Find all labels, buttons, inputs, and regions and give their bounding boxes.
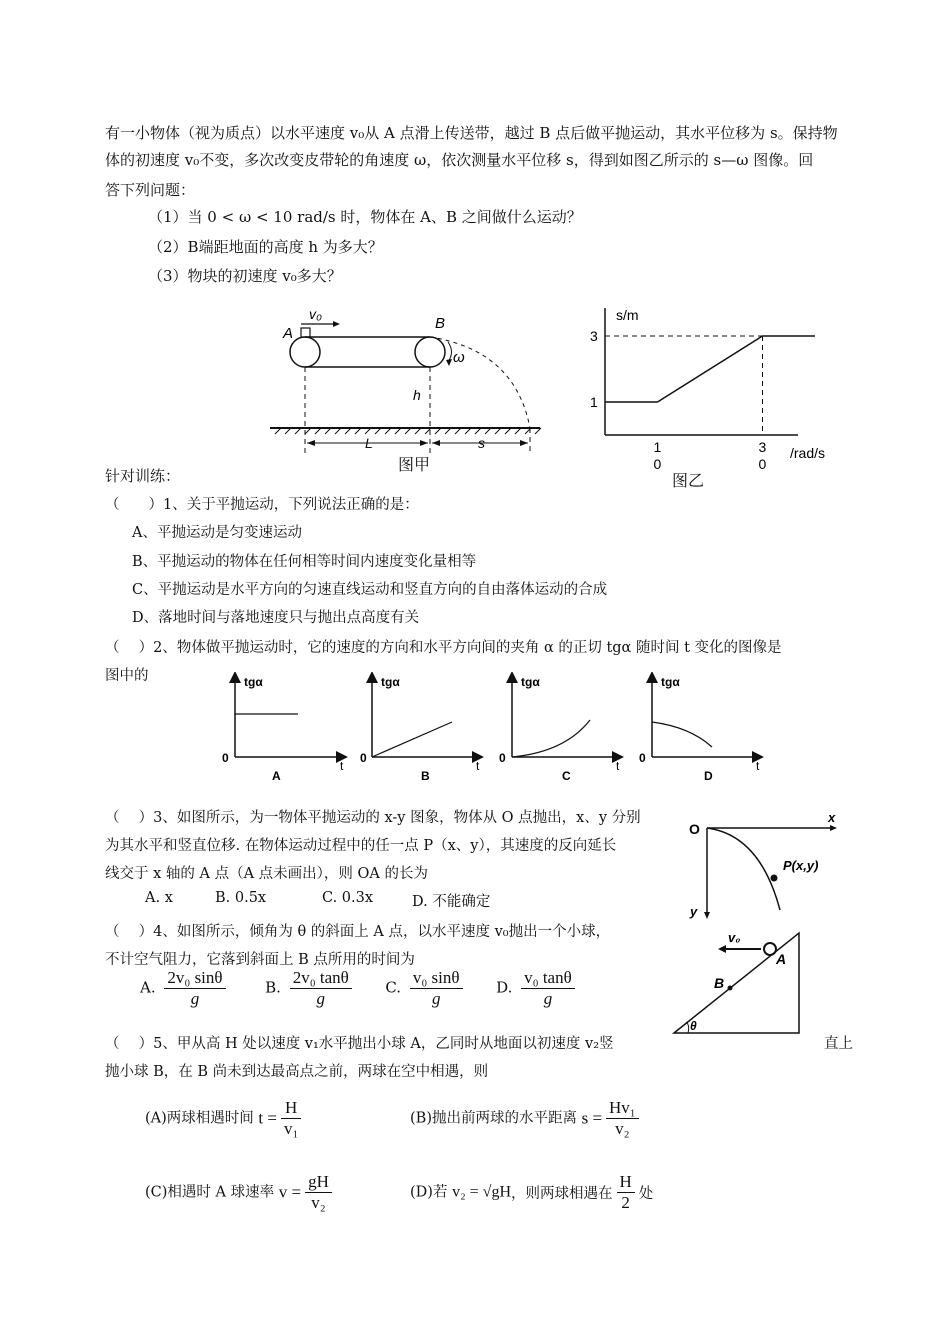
t5-B-text: (B)抛出前两球的水平距离 xyxy=(410,1110,577,1127)
chart-s-omega xyxy=(578,300,838,480)
x-tick-10-bottom: 0 xyxy=(653,456,662,472)
label-A: A xyxy=(283,325,294,342)
t3-line-1: （ ）3、如图所示，为一物体平抛运动的 x-y 图象，物体从 O 点抛出，x、y 分别 xyxy=(105,810,641,826)
t2-graph-D xyxy=(639,675,760,783)
t3-figure xyxy=(680,800,850,922)
label-h: h xyxy=(413,387,421,403)
t2-B-xlabel: t xyxy=(476,759,480,773)
y-tick-3: 3 xyxy=(590,328,598,344)
t2-graphs xyxy=(220,672,780,787)
t4-label-B: B xyxy=(714,975,725,991)
y-axis-label: s/m xyxy=(616,307,639,323)
t1-option-C: C、平抛运动是水平方向的匀速直线运动和竖直方向的自由落体运动的合成 xyxy=(132,582,608,598)
caption-yi: 图乙 xyxy=(672,471,705,490)
t2-B-origin: 0 xyxy=(360,751,367,765)
t2-C-label: C xyxy=(562,769,571,783)
t4-D-num: v₀ tanθ xyxy=(521,968,575,989)
question-1: （1）当 0 < ω < 10 rad/s 时，物体在 A、B 之间做什么运动？ xyxy=(148,208,582,226)
t4-line-2: 不计空气阻力，它落到斜面上 B 点所用的时间为 xyxy=(105,952,415,968)
question-3: （3）物块的初速度 v₀多大？ xyxy=(148,267,342,285)
t5-A-text: (A)两球相遇时间 xyxy=(145,1110,254,1127)
t4-A-num: 2v₀ sinθ xyxy=(164,968,225,989)
t3-label-y: y xyxy=(690,904,698,919)
t5-A-den: v₁ xyxy=(283,1119,299,1138)
t5-D-cond: v₂ = √gH xyxy=(452,1183,511,1201)
t2-curve-B xyxy=(372,722,452,757)
t5-D-tail: 处 xyxy=(638,1186,654,1202)
t2-graph-B xyxy=(360,675,480,783)
t5-C-lhs: v = xyxy=(278,1182,302,1202)
t5-line-1: （ ）5、甲从高 H 处以速度 v₁水平抛出小球 A，乙同时从地面以初速度 v₂竖 xyxy=(105,1036,614,1052)
label-omega: ω xyxy=(453,349,465,366)
t2-A-ylabel: tgα xyxy=(244,675,263,689)
t4-C-num: v₀ sinθ xyxy=(410,968,463,989)
pulley-right xyxy=(415,337,445,367)
t4-option-C-label: C. xyxy=(385,978,402,997)
t5-D-den: 2 xyxy=(621,1193,630,1212)
t2-graph-C xyxy=(499,675,620,783)
t2-C-origin: 0 xyxy=(499,751,506,765)
label-L: L xyxy=(365,435,373,451)
t5-option-A xyxy=(145,1098,305,1139)
t1-option-A: A、平抛运动是匀变速运动 xyxy=(132,525,302,541)
t4-point-B xyxy=(728,986,733,991)
t4-option-D-fraction xyxy=(521,968,575,1009)
t5-line-2: 抛小球 B，在 B 尚未到达最高点之前，两球在空中相遇，则 xyxy=(105,1064,489,1080)
t4-option-B-fraction xyxy=(290,968,352,1009)
t2-graph-A xyxy=(222,675,344,783)
t5-C-fraction xyxy=(305,1172,332,1213)
chart-series-line xyxy=(605,336,815,402)
intro-line-2: 体的初速度 v₀不变，多次改变皮带轮的角速度 ω，依次测量水平位移 s，得到如图乙所示的 s—ω 图像。回 xyxy=(105,151,814,169)
t2-C-xlabel: t xyxy=(616,759,620,773)
pulley-left xyxy=(290,337,320,367)
training-title: 针对训练： xyxy=(105,467,181,485)
t4-C-den: g xyxy=(431,989,441,1008)
t4-ball xyxy=(764,943,776,955)
t2-C-ylabel: tgα xyxy=(521,675,540,689)
t4-options xyxy=(140,968,579,1009)
t1-option-B: B、平抛运动的物体在任何相等时间内速度变化量相等 xyxy=(132,554,477,570)
t2-A-origin: 0 xyxy=(222,751,229,765)
t3-option-A: A. x xyxy=(145,890,173,906)
t4-label-v0: v₀ xyxy=(728,930,741,945)
t4-option-C-fraction xyxy=(410,968,463,1009)
caption-jia: 图甲 xyxy=(398,455,431,474)
t3-option-C: C. 0.3x xyxy=(322,890,374,906)
t4-B-den: g xyxy=(316,989,325,1008)
t2-D-xlabel: t xyxy=(756,759,760,773)
t5-C-num: gH xyxy=(305,1172,332,1193)
t4-option-A-label: A. xyxy=(140,978,156,997)
t2-stem-2: 图中的 xyxy=(105,668,149,684)
t5-B-den: v₂ xyxy=(615,1119,630,1138)
t5-D-mid: ，则两球相遇在 xyxy=(511,1186,613,1202)
t3-point-P xyxy=(771,875,778,882)
label-v0: v₀ xyxy=(309,306,322,322)
t3-trajectory xyxy=(707,828,780,910)
t3-line-3: 线交于 x 轴的 A 点（A 点未画出），则 OA 的长为 xyxy=(105,866,428,882)
t2-B-ylabel: tgα xyxy=(381,675,400,689)
t4-option-A-fraction xyxy=(164,968,225,1009)
t3-label-P: P(x,y) xyxy=(783,858,819,873)
t5-line-1-tail: 直上 xyxy=(824,1036,853,1052)
t3-label-x: x xyxy=(828,810,836,825)
t4-option-B-label: B. xyxy=(265,978,281,997)
t5-D-num: H xyxy=(617,1172,635,1193)
block xyxy=(301,328,310,337)
question-2: （2）B端距地面的高度 h 为多大？ xyxy=(148,238,383,256)
label-B: B xyxy=(435,315,446,332)
label-s: s xyxy=(478,435,485,451)
t4-A-den: g xyxy=(190,989,200,1008)
t2-A-label: A xyxy=(272,769,281,783)
t5-option-B xyxy=(410,1098,643,1139)
t5-B-fraction xyxy=(606,1098,639,1139)
t4-line-1: （ ）4、如图所示，倾角为 θ 的斜面上 A 点，以水平速度 v₀抛出一个小球， xyxy=(105,924,611,940)
t3-option-B: B. 0.5x xyxy=(215,890,267,906)
t2-B-label: B xyxy=(421,769,430,783)
t5-B-num: Hv₁ xyxy=(606,1098,639,1119)
intro-line-3: 答下列问题： xyxy=(105,181,196,199)
t5-option-D xyxy=(410,1172,653,1213)
x-tick-30-top: 3 xyxy=(758,439,767,455)
t5-A-num: H xyxy=(281,1098,301,1119)
t3-line-2: 为其水平和竖直位移. 在物体运动过程中的任一点 P（x、y），其速度的反向延长 xyxy=(105,838,617,854)
t4-label-A: A xyxy=(776,951,787,967)
t5-B-lhs: s = xyxy=(581,1108,603,1128)
t2-D-origin: 0 xyxy=(639,751,646,765)
t5-A-lhs: t = xyxy=(258,1108,277,1128)
t3-option-D: D. 不能确定 xyxy=(412,894,491,910)
t2-stem-1: （ ）2、物体做平抛运动时，它的速度的方向和水平方向间的夹角 α 的正切 tgα 随时间 t 变化的图像是 xyxy=(105,640,782,656)
t5-D-text: (D)若 xyxy=(410,1184,448,1201)
y-tick-1: 1 xyxy=(590,394,598,410)
t4-figure xyxy=(668,926,808,1038)
intro-line-1: 有一小物体（视为质点）以水平速度 v₀从 A 点滑上传送带，越过 B 点后做平抛运动，其水平位移为 s。保持物 xyxy=(105,124,838,142)
x-tick-30-bottom: 0 xyxy=(758,456,767,472)
t2-D-ylabel: tgα xyxy=(661,675,680,689)
t3-label-O: O xyxy=(689,821,700,837)
t2-curve-C xyxy=(512,720,590,757)
t5-C-den: v₂ xyxy=(311,1193,326,1212)
t5-C-text: (C)相遇时 A 球速率 xyxy=(145,1184,275,1201)
t1-option-D: D、落地时间与落地速度只与抛出点高度有关 xyxy=(132,610,420,626)
t4-B-num: 2v₀ tanθ xyxy=(290,968,352,989)
t2-A-xlabel: t xyxy=(340,759,344,773)
t4-D-den: g xyxy=(543,989,553,1008)
t5-option-C xyxy=(145,1172,336,1213)
t1-stem: （ ）1、关于平抛运动，下列说法正确的是： xyxy=(105,497,419,513)
t4-label-theta: θ xyxy=(690,1019,697,1033)
t2-curve-D xyxy=(652,722,712,747)
t4-option-D-label: D. xyxy=(496,978,513,997)
t2-D-label: D xyxy=(704,769,713,783)
x-tick-10-top: 1 xyxy=(653,439,662,455)
t5-D-fraction xyxy=(617,1172,635,1213)
t5-A-fraction xyxy=(281,1098,301,1139)
x-axis-label: /rad/s xyxy=(790,445,826,461)
